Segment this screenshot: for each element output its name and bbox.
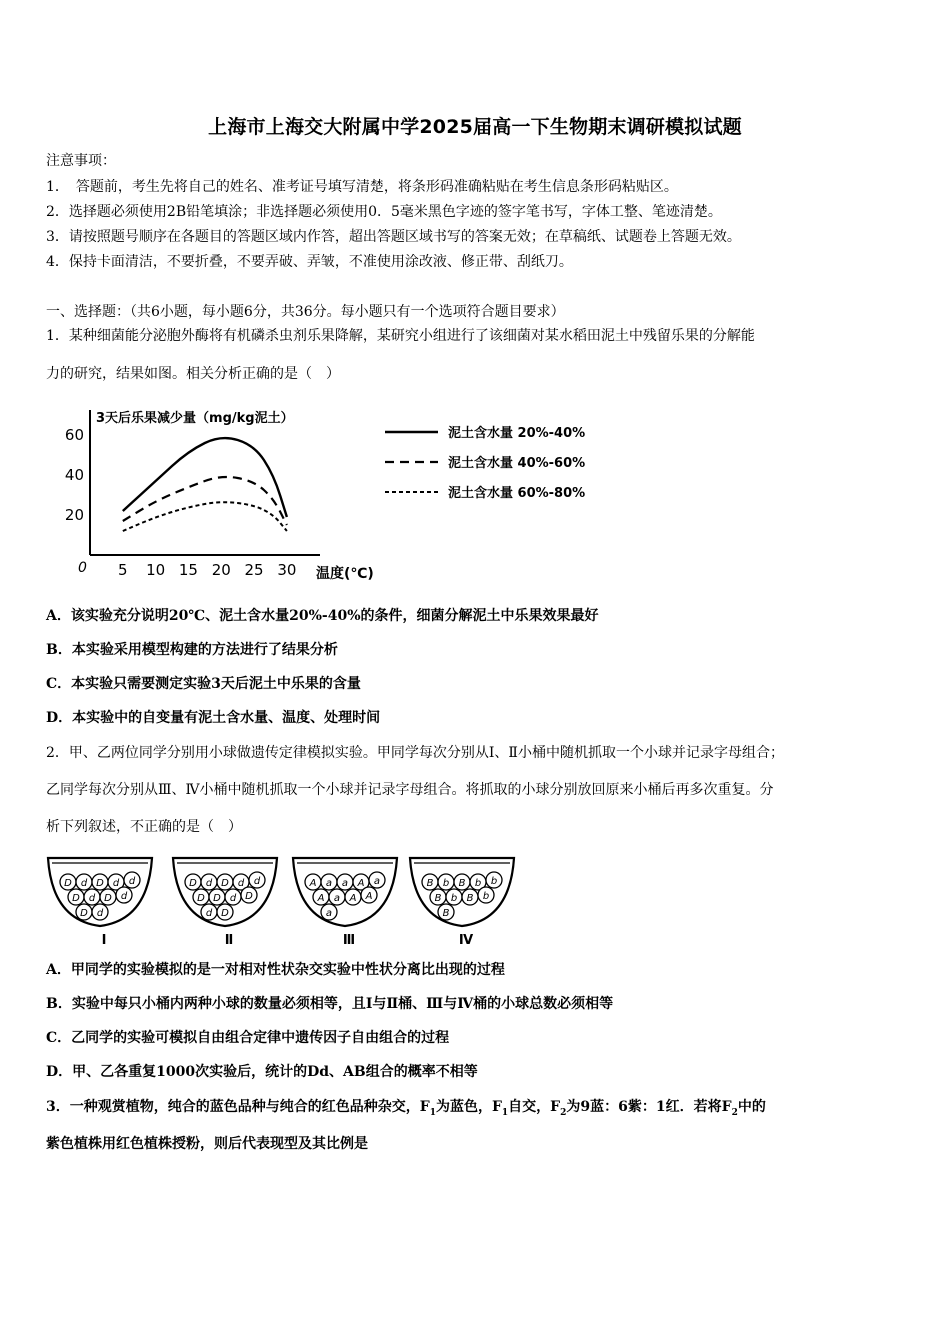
notice-item: 2．选择题必须使用2B铅笔填涂；非选择题必须使用0．5毫米黑色字迹的签字笔书写，字体工整、笔迹清楚。 bbox=[46, 204, 722, 220]
ball-label: B bbox=[434, 893, 442, 904]
q3-subscript: 2 bbox=[560, 1107, 567, 1118]
chart-y-tick-label: 20 bbox=[64, 506, 84, 524]
ball-label: a bbox=[325, 878, 333, 889]
ball-label: d bbox=[96, 908, 104, 919]
q2-buckets-figure bbox=[40, 850, 530, 950]
ball-label: d bbox=[88, 893, 96, 904]
ball-label: d bbox=[120, 891, 128, 902]
ball-label: d bbox=[205, 878, 213, 889]
ball-label: d bbox=[229, 893, 237, 904]
ball-label: D bbox=[197, 893, 205, 904]
chart-x-tick-label: 5 bbox=[118, 561, 128, 579]
ball-label: D bbox=[72, 893, 80, 904]
ball-label: a bbox=[373, 876, 381, 887]
ball-label: D bbox=[221, 878, 229, 889]
ball-label: D bbox=[245, 891, 253, 902]
q3-subscript: 1 bbox=[501, 1107, 509, 1118]
chart-series-group bbox=[123, 438, 287, 531]
bucket-label: Ⅰ bbox=[101, 933, 107, 948]
ball-label: b bbox=[490, 876, 498, 887]
q3-text: 为9蓝：6紫：1红．若将F bbox=[566, 1099, 732, 1115]
ball-label: d bbox=[205, 908, 213, 919]
ball-label: B bbox=[466, 893, 474, 904]
chart-y-axis-title: 3天后乐果减少量（mg/kg泥土） bbox=[96, 411, 294, 426]
ball-label: D bbox=[96, 878, 104, 889]
ball-label: d bbox=[237, 878, 245, 889]
page-title: 上海市上海交大附属中学2025届高一下生物期末调研模拟试题 bbox=[208, 116, 742, 138]
q1-line-chart bbox=[50, 400, 630, 590]
notice-item: 1． 答题前，考生先将自己的姓名、准考证号填写清楚，将条形码准确粘贴在考生信息条形码粘贴区。 bbox=[46, 179, 678, 195]
ball-label: d bbox=[112, 878, 120, 889]
ball-label: b bbox=[450, 893, 458, 904]
chart-x-tick-label: 10 bbox=[146, 561, 166, 579]
section-heading: 一、选择题：（共6小题，每小题6分，共36分。每小题只有一个选项符合题目要求） bbox=[46, 304, 565, 320]
chart-y-tick-label: 40 bbox=[64, 466, 84, 484]
q2-stem: 析下列叙述，不正确的是（ ） bbox=[46, 819, 242, 835]
q3-text: 为蓝色，F bbox=[435, 1099, 502, 1115]
ball-label: A bbox=[317, 893, 325, 904]
q2-option-a: A．甲同学的实验模拟的是一对相对性状杂交实验中性状分离比出现的过程 bbox=[46, 962, 505, 978]
q2-option-d: D．甲、乙各重复1000次实验后，统计的Dd、AB组合的概率不相等 bbox=[46, 1064, 478, 1080]
ball-label: a bbox=[325, 908, 333, 919]
q1-option-d: D．本实验中的自变量有泥土含水量、温度、处理时间 bbox=[46, 710, 381, 726]
ball-label: D bbox=[213, 893, 221, 904]
chart-series-line-2 bbox=[123, 477, 287, 525]
notice-heading: 注意事项： bbox=[46, 153, 116, 169]
q1-option-b: B．本实验采用模型构建的方法进行了结果分析 bbox=[46, 642, 338, 658]
chart-legend-label: 泥土含水量 20%-40% bbox=[448, 426, 586, 441]
q1-option-a: A．该实验充分说明20℃、泥土含水量20%-40%的条件，细菌分解泥土中乐果效果最好 bbox=[46, 608, 599, 624]
q2-option-c: C．乙同学的实验可模拟自由组合定律中遗传因子自由组合的过程 bbox=[46, 1030, 450, 1046]
ball-label: a bbox=[341, 878, 349, 889]
ball-label: d bbox=[80, 878, 88, 889]
chart-y-tick-label: 60 bbox=[64, 426, 84, 444]
chart-legend-label: 泥土含水量 60%-80% bbox=[448, 486, 586, 501]
ball-label: A bbox=[365, 891, 373, 902]
chart-legend-label: 泥土含水量 40%-60% bbox=[448, 456, 586, 471]
q1-stem: 力的研究，结果如图。相关分析正确的是（ ） bbox=[46, 366, 340, 382]
ball-label: D bbox=[189, 878, 197, 889]
q3-subscript: 1 bbox=[429, 1107, 436, 1118]
ball-label: B bbox=[458, 878, 466, 889]
chart-legend bbox=[385, 425, 585, 501]
q3-subscript: 2 bbox=[731, 1107, 738, 1118]
chart-x-tick-label: 30 bbox=[277, 561, 297, 579]
chart-x-tick-label: 25 bbox=[244, 561, 264, 579]
ball-label: b bbox=[482, 891, 490, 902]
q3-stem bbox=[46, 1098, 766, 1122]
ball-label: A bbox=[309, 878, 317, 889]
chart-x-tick-label: 20 bbox=[211, 561, 231, 579]
notice-item: 4．保持卡面清洁，不要折叠，不要弄破、弄皱，不准使用涂改液、修正带、刮纸刀。 bbox=[46, 254, 573, 270]
notice-item: 3．请按照题号顺序在各题目的答题区域内作答，超出答题区域书写的答案无效；在草稿纸、试题卷上答题无效。 bbox=[46, 229, 741, 245]
bucket-label: Ⅳ bbox=[458, 933, 474, 948]
bucket-1 bbox=[48, 858, 152, 948]
q3-stem: 紫色植株用红色植株授粉，则后代表现型及其比例是 bbox=[46, 1136, 368, 1152]
q1-option-c: C．本实验只需要测定实验3天后泥土中乐果的含量 bbox=[46, 676, 361, 692]
ball-label: b bbox=[474, 878, 482, 889]
chart-axes bbox=[65, 410, 320, 579]
q3-text: 自交，F bbox=[508, 1099, 561, 1115]
q2-stem: 2．甲、乙两位同学分别用小球做遗传定律模拟实验。甲同学每次分别从Ⅰ、Ⅱ小桶中随机抓取一个小球并记录字母组合； bbox=[46, 745, 784, 761]
bucket-label: Ⅲ bbox=[342, 933, 356, 948]
bucket-4 bbox=[410, 858, 514, 948]
ball-label: D bbox=[104, 893, 112, 904]
ball-label: b bbox=[442, 878, 450, 889]
ball-label: B bbox=[426, 878, 434, 889]
bucket-outline bbox=[293, 858, 397, 926]
chart-x-axis-title: 温度(℃) bbox=[316, 566, 374, 582]
q1-stem: 1．某种细菌能分泌胞外酶将有机磷杀虫剂乐果降解，某研究小组进行了该细菌对某水稻田泥土中残留乐果的分解能 bbox=[46, 328, 755, 344]
chart-x-tick-label: 15 bbox=[178, 561, 198, 579]
bucket-outline bbox=[410, 858, 514, 926]
ball-label: D bbox=[80, 908, 88, 919]
q3-text: 中的 bbox=[737, 1099, 766, 1115]
ball-label: A bbox=[357, 878, 365, 889]
q2-stem: 乙同学每次分别从Ⅲ、Ⅳ小桶中随机抓取一个小球并记录字母组合。将抓取的小球分别放回原来小桶后再多次重复。分 bbox=[46, 782, 774, 798]
ball-label: a bbox=[333, 893, 341, 904]
q3-text: 3．一种观赏植物，纯合的蓝色品种与纯合的红色品种杂交，F bbox=[46, 1099, 430, 1115]
chart-series-line-1 bbox=[123, 438, 287, 517]
bucket-3 bbox=[293, 858, 397, 948]
ball-label: d bbox=[128, 876, 136, 887]
ball-label: d bbox=[253, 876, 261, 887]
ball-label: B bbox=[442, 908, 450, 919]
ball-label: D bbox=[64, 878, 72, 889]
bucket-2 bbox=[173, 858, 277, 948]
q2-option-b: B．实验中每只小桶内两种小球的数量必须相等，且Ⅰ与Ⅱ桶、Ⅲ与Ⅳ桶的小球总数必须相等 bbox=[46, 996, 614, 1012]
ball-label: A bbox=[349, 893, 357, 904]
chart-series-line-3 bbox=[123, 502, 287, 531]
ball-label: D bbox=[221, 908, 229, 919]
chart-origin-label: 0 bbox=[78, 560, 87, 576]
bucket-label: Ⅱ bbox=[224, 933, 234, 948]
